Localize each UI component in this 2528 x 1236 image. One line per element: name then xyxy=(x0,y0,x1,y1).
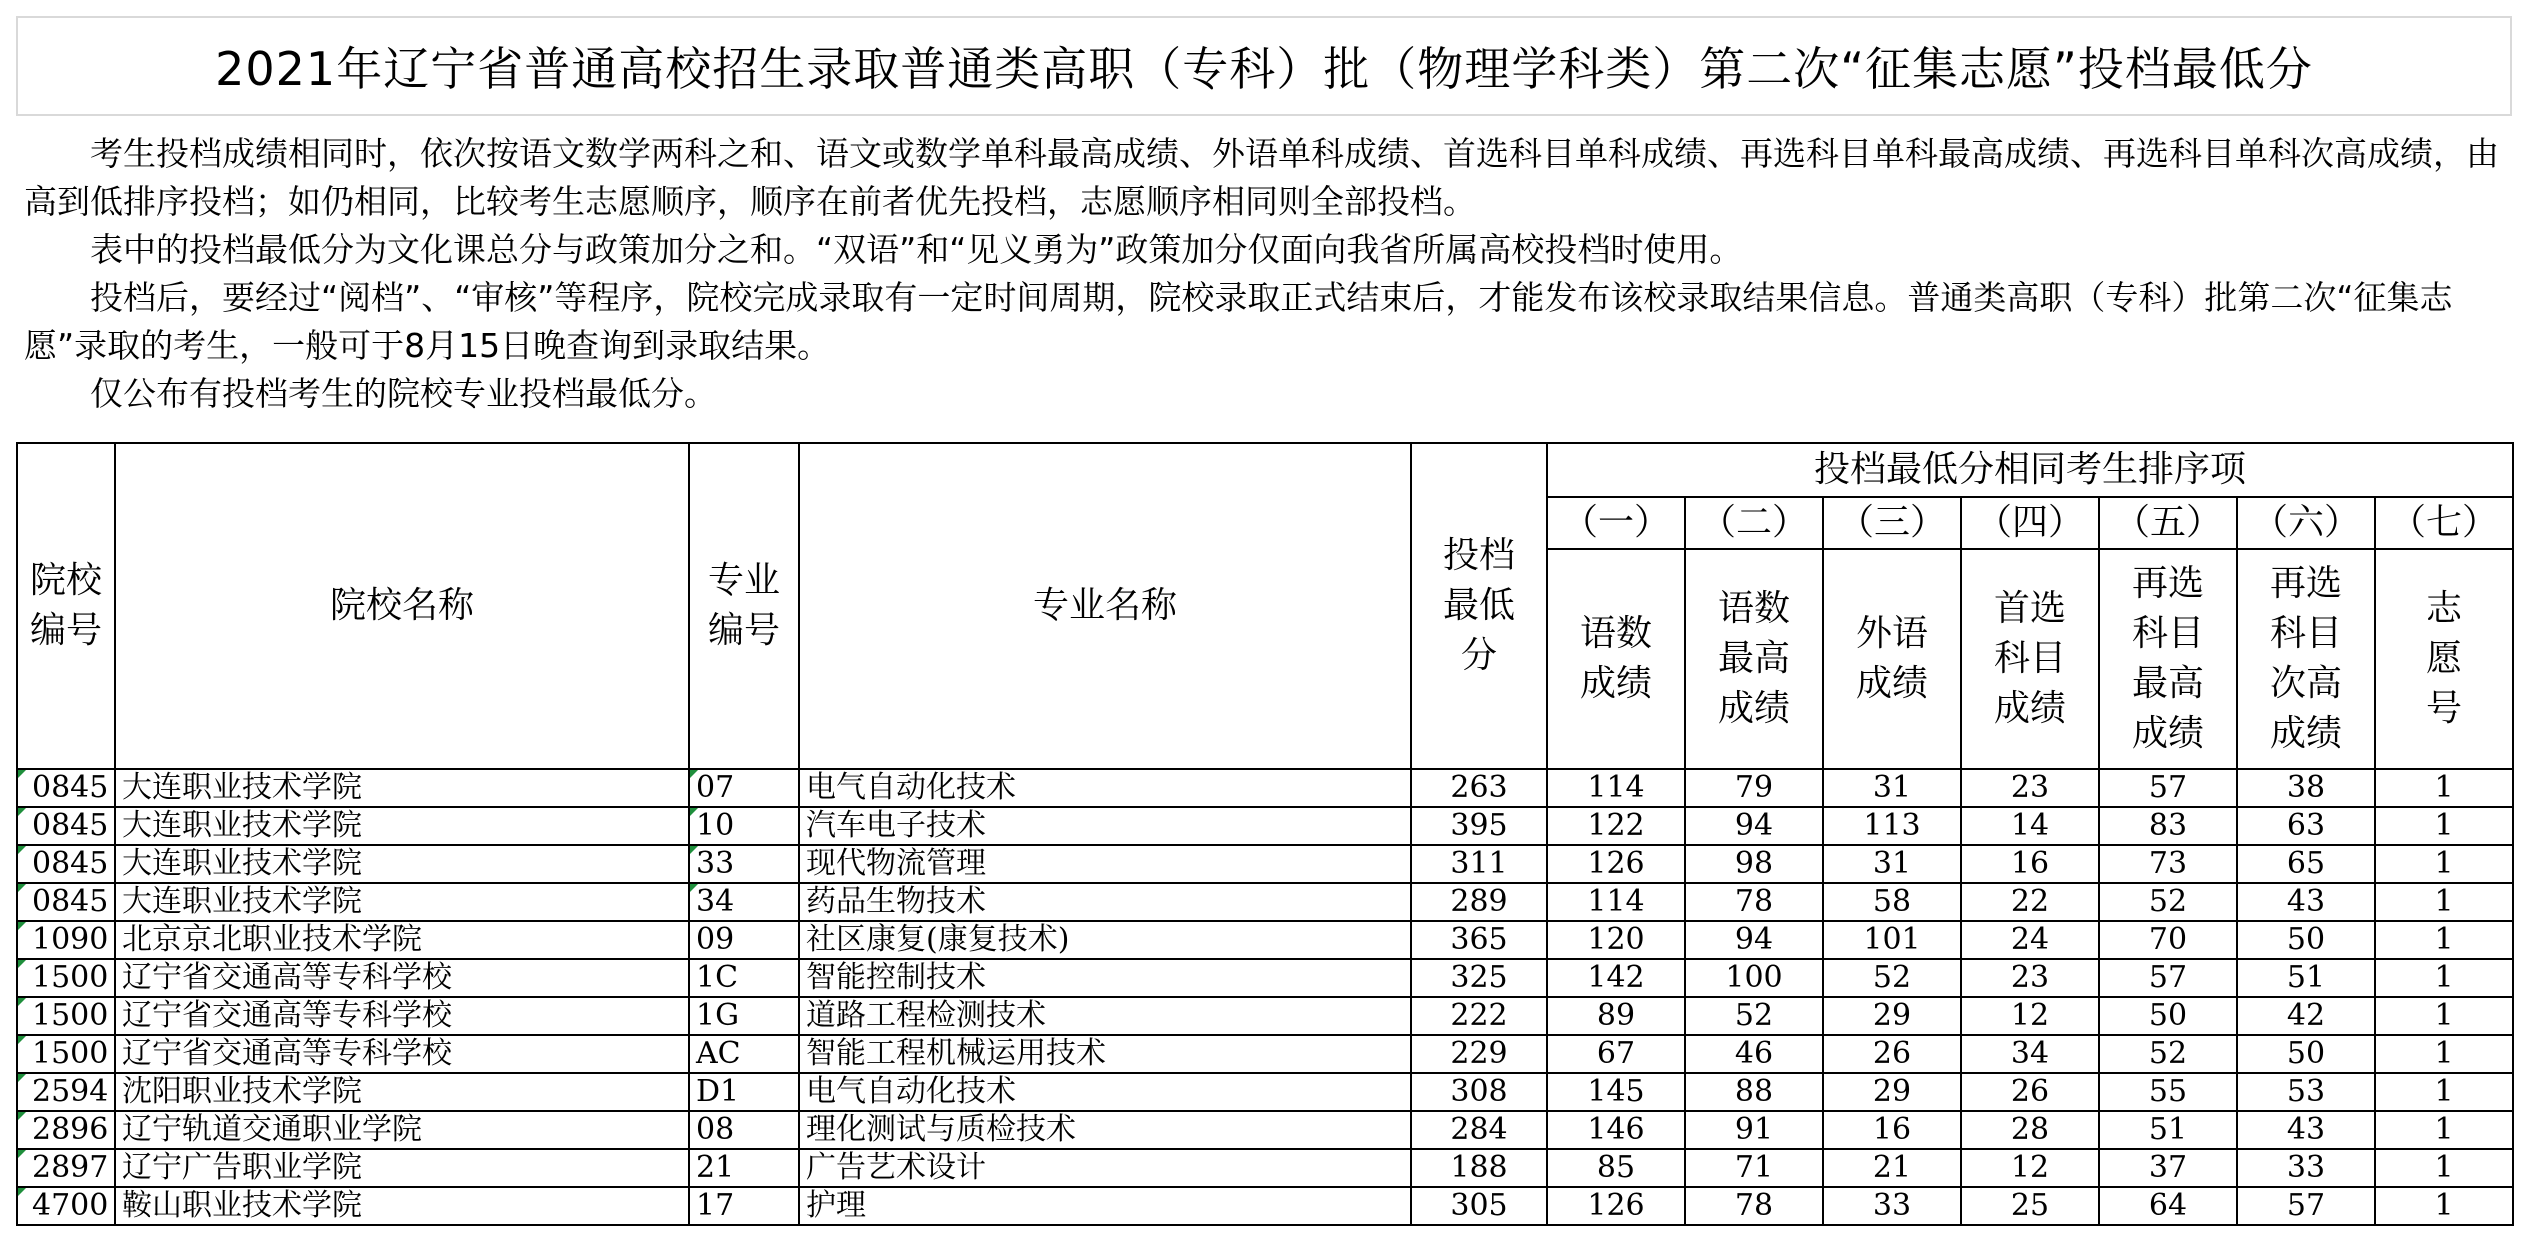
cell-major-code: 33 xyxy=(689,845,799,883)
cell-min-score: 188 xyxy=(1411,1149,1547,1187)
cell-sort-7: 1 xyxy=(2375,1187,2513,1225)
cell-sort-1: 89 xyxy=(1547,997,1685,1035)
cell-min-score: 289 xyxy=(1411,883,1547,921)
cell-sort-6: 43 xyxy=(2237,1111,2375,1149)
table-row xyxy=(17,1073,2513,1111)
cell-school-name: 大连职业技术学院 xyxy=(115,883,689,921)
cell-major-name: 药品生物技术 xyxy=(799,883,1411,921)
cell-school-code: 1500 xyxy=(17,1035,115,1073)
cell-major-code: D1 xyxy=(689,1073,799,1111)
cell-sort-3: 29 xyxy=(1823,1073,1961,1111)
cell-sort-5: 57 xyxy=(2099,959,2237,997)
cell-sort-6: 43 xyxy=(2237,883,2375,921)
cell-min-score: 229 xyxy=(1411,1035,1547,1073)
cell-school-name: 辽宁省交通高等专科学校 xyxy=(115,959,689,997)
cell-major-code: 10 xyxy=(689,807,799,845)
cell-sort-1: 122 xyxy=(1547,807,1685,845)
table-row xyxy=(17,1149,2513,1187)
cell-sort-4: 24 xyxy=(1961,921,2099,959)
note-paragraph: 投档后，要经过“阅档”、“审核”等程序，院校完成录取有一定时间周期，院校录取正式结束后，才能发布该校录取结果信息。普通类高职（专科）批第二次“征集志愿”录取的考生，一般可于8月15日晚查询到录取结果。 xyxy=(24,278,2453,365)
header-sort-num: （五） xyxy=(2099,497,2237,549)
header-sort-group: 投档最低分相同考生排序项 xyxy=(1547,443,2513,497)
cell-school-name: 北京京北职业技术学院 xyxy=(115,921,689,959)
header-major-code: 专业编号 xyxy=(689,443,799,769)
cell-sort-1: 114 xyxy=(1547,883,1685,921)
cell-sort-1: 142 xyxy=(1547,959,1685,997)
cell-school-name: 鞍山职业技术学院 xyxy=(115,1187,689,1225)
table-row xyxy=(17,769,2513,807)
header-sort-col: 再选科目次高成绩 xyxy=(2237,549,2375,769)
cell-sort-3: 58 xyxy=(1823,883,1961,921)
cell-school-name: 大连职业技术学院 xyxy=(115,845,689,883)
cell-sort-5: 73 xyxy=(2099,845,2237,883)
cell-major-code: 1G xyxy=(689,997,799,1035)
page-title-bar xyxy=(16,16,2512,116)
cell-school-code: 1090 xyxy=(17,921,115,959)
cell-major-name: 广告艺术设计 xyxy=(799,1149,1411,1187)
cell-sort-4: 12 xyxy=(1961,1149,2099,1187)
header-sort-num: （三） xyxy=(1823,497,1961,549)
cell-sort-1: 145 xyxy=(1547,1073,1685,1111)
score-table xyxy=(16,442,2514,1226)
cell-min-score: 325 xyxy=(1411,959,1547,997)
cell-min-score: 284 xyxy=(1411,1111,1547,1149)
header-min-score: 投档最低分 xyxy=(1411,443,1547,769)
cell-sort-4: 23 xyxy=(1961,959,2099,997)
cell-min-score: 308 xyxy=(1411,1073,1547,1111)
cell-school-name: 辽宁轨道交通职业学院 xyxy=(115,1111,689,1149)
cell-sort-7: 1 xyxy=(2375,959,2513,997)
cell-sort-7: 1 xyxy=(2375,1149,2513,1187)
cell-sort-3: 101 xyxy=(1823,921,1961,959)
cell-sort-4: 28 xyxy=(1961,1111,2099,1149)
header-sort-col: 志愿号 xyxy=(2375,549,2513,769)
cell-major-name: 理化测试与质检技术 xyxy=(799,1111,1411,1149)
cell-min-score: 395 xyxy=(1411,807,1547,845)
cell-sort-3: 31 xyxy=(1823,769,1961,807)
cell-sort-4: 25 xyxy=(1961,1187,2099,1225)
table-header xyxy=(17,443,2513,769)
cell-sort-1: 146 xyxy=(1547,1111,1685,1149)
cell-sort-7: 1 xyxy=(2375,845,2513,883)
cell-school-name: 辽宁省交通高等专科学校 xyxy=(115,1035,689,1073)
cell-sort-2: 78 xyxy=(1685,883,1823,921)
cell-sort-2: 88 xyxy=(1685,1073,1823,1111)
table-row xyxy=(17,1187,2513,1225)
cell-sort-5: 37 xyxy=(2099,1149,2237,1187)
note-paragraph: 仅公布有投档考生的院校专业投档最低分。 xyxy=(90,374,717,413)
cell-sort-6: 63 xyxy=(2237,807,2375,845)
cell-sort-4: 23 xyxy=(1961,769,2099,807)
cell-sort-7: 1 xyxy=(2375,997,2513,1035)
cell-sort-5: 50 xyxy=(2099,997,2237,1035)
cell-min-score: 263 xyxy=(1411,769,1547,807)
header-major-name: 专业名称 xyxy=(799,443,1411,769)
cell-major-name: 现代物流管理 xyxy=(799,845,1411,883)
cell-major-code: 09 xyxy=(689,921,799,959)
cell-sort-3: 26 xyxy=(1823,1035,1961,1073)
header-sort-col: 语数最高成绩 xyxy=(1685,549,1823,769)
cell-min-score: 222 xyxy=(1411,997,1547,1035)
cell-school-name: 沈阳职业技术学院 xyxy=(115,1073,689,1111)
cell-sort-1: 85 xyxy=(1547,1149,1685,1187)
cell-sort-6: 65 xyxy=(2237,845,2375,883)
header-sort-col: 语数成绩 xyxy=(1547,549,1685,769)
table-row xyxy=(17,921,2513,959)
cell-sort-6: 38 xyxy=(2237,769,2375,807)
cell-sort-7: 1 xyxy=(2375,921,2513,959)
cell-major-name: 护理 xyxy=(799,1187,1411,1225)
cell-sort-6: 51 xyxy=(2237,959,2375,997)
cell-sort-2: 94 xyxy=(1685,807,1823,845)
cell-school-code: 1500 xyxy=(17,997,115,1035)
cell-sort-2: 52 xyxy=(1685,997,1823,1035)
cell-school-code: 2896 xyxy=(17,1111,115,1149)
cell-school-code: 0845 xyxy=(17,769,115,807)
cell-major-code: 07 xyxy=(689,769,799,807)
header-school-name: 院校名称 xyxy=(115,443,689,769)
header-sort-num: （六） xyxy=(2237,497,2375,549)
cell-sort-6: 50 xyxy=(2237,1035,2375,1073)
cell-sort-3: 113 xyxy=(1823,807,1961,845)
cell-school-code: 0845 xyxy=(17,807,115,845)
cell-major-code: 1C xyxy=(689,959,799,997)
cell-sort-3: 52 xyxy=(1823,959,1961,997)
cell-sort-7: 1 xyxy=(2375,1111,2513,1149)
cell-major-code: 34 xyxy=(689,883,799,921)
table-row xyxy=(17,883,2513,921)
cell-major-name: 汽车电子技术 xyxy=(799,807,1411,845)
header-sort-col: 外语成绩 xyxy=(1823,549,1961,769)
cell-sort-3: 33 xyxy=(1823,1187,1961,1225)
header-sort-col: 再选科目最高成绩 xyxy=(2099,549,2237,769)
cell-sort-6: 53 xyxy=(2237,1073,2375,1111)
cell-school-code: 0845 xyxy=(17,845,115,883)
table-row xyxy=(17,807,2513,845)
cell-major-code: 08 xyxy=(689,1111,799,1149)
cell-sort-5: 70 xyxy=(2099,921,2237,959)
cell-school-name: 大连职业技术学院 xyxy=(115,807,689,845)
table-row xyxy=(17,1111,2513,1149)
cell-school-code: 2897 xyxy=(17,1149,115,1187)
cell-sort-7: 1 xyxy=(2375,769,2513,807)
header-sort-num: （二） xyxy=(1685,497,1823,549)
cell-sort-2: 79 xyxy=(1685,769,1823,807)
cell-min-score: 311 xyxy=(1411,845,1547,883)
cell-sort-1: 67 xyxy=(1547,1035,1685,1073)
note-paragraph: 考生投档成绩相同时，依次按语文数学两科之和、语文或数学单科最高成绩、外语单科成绩、首选科目单科成绩、再选科目单科最高成绩、再选科目单科次高成绩，由高到低排序投档；如仍相同，比较考生志愿顺序，顺序在前者优先投档，志愿顺序相同则全部投档。 xyxy=(24,134,2499,221)
cell-major-name: 智能工程机械运用技术 xyxy=(799,1035,1411,1073)
cell-school-name: 辽宁广告职业学院 xyxy=(115,1149,689,1187)
cell-sort-3: 16 xyxy=(1823,1111,1961,1149)
cell-sort-2: 94 xyxy=(1685,921,1823,959)
page-title: 2021年辽宁省普通高校招生录取普通类高职（专科）批（物理学科类）第二次“征集志愿”投档最低分 xyxy=(215,42,2313,96)
cell-sort-5: 64 xyxy=(2099,1187,2237,1225)
cell-sort-1: 126 xyxy=(1547,1187,1685,1225)
cell-sort-6: 42 xyxy=(2237,997,2375,1035)
cell-sort-2: 91 xyxy=(1685,1111,1823,1149)
cell-major-name: 电气自动化技术 xyxy=(799,1073,1411,1111)
cell-school-code: 2594 xyxy=(17,1073,115,1111)
notes-section xyxy=(24,130,2504,418)
cell-sort-5: 52 xyxy=(2099,1035,2237,1073)
cell-major-name: 电气自动化技术 xyxy=(799,769,1411,807)
header-sort-col: 首选科目成绩 xyxy=(1961,549,2099,769)
cell-sort-5: 83 xyxy=(2099,807,2237,845)
cell-sort-1: 126 xyxy=(1547,845,1685,883)
table-row xyxy=(17,1035,2513,1073)
table-row xyxy=(17,845,2513,883)
cell-sort-6: 57 xyxy=(2237,1187,2375,1225)
cell-major-code: 21 xyxy=(689,1149,799,1187)
cell-sort-7: 1 xyxy=(2375,1035,2513,1073)
header-school-code: 院校编号 xyxy=(17,443,115,769)
cell-school-name: 辽宁省交通高等专科学校 xyxy=(115,997,689,1035)
cell-sort-4: 34 xyxy=(1961,1035,2099,1073)
cell-sort-3: 31 xyxy=(1823,845,1961,883)
cell-major-name: 社区康复(康复技术) xyxy=(799,921,1411,959)
table-row xyxy=(17,959,2513,997)
header-sort-num: （七） xyxy=(2375,497,2513,549)
cell-sort-4: 12 xyxy=(1961,997,2099,1035)
header-sort-num: （一） xyxy=(1547,497,1685,549)
cell-sort-3: 29 xyxy=(1823,997,1961,1035)
cell-sort-7: 1 xyxy=(2375,807,2513,845)
cell-sort-4: 26 xyxy=(1961,1073,2099,1111)
cell-school-code: 1500 xyxy=(17,959,115,997)
cell-sort-5: 52 xyxy=(2099,883,2237,921)
cell-major-code: 17 xyxy=(689,1187,799,1225)
cell-sort-5: 55 xyxy=(2099,1073,2237,1111)
cell-major-name: 道路工程检测技术 xyxy=(799,997,1411,1035)
cell-school-name: 大连职业技术学院 xyxy=(115,769,689,807)
cell-sort-4: 14 xyxy=(1961,807,2099,845)
cell-sort-6: 50 xyxy=(2237,921,2375,959)
cell-sort-2: 98 xyxy=(1685,845,1823,883)
cell-major-code: AC xyxy=(689,1035,799,1073)
cell-sort-2: 71 xyxy=(1685,1149,1823,1187)
cell-sort-2: 100 xyxy=(1685,959,1823,997)
cell-sort-7: 1 xyxy=(2375,883,2513,921)
cell-school-code: 4700 xyxy=(17,1187,115,1225)
table-row xyxy=(17,997,2513,1035)
cell-school-code: 0845 xyxy=(17,883,115,921)
cell-min-score: 305 xyxy=(1411,1187,1547,1225)
cell-sort-4: 22 xyxy=(1961,883,2099,921)
cell-sort-2: 46 xyxy=(1685,1035,1823,1073)
table-body xyxy=(17,769,2513,1225)
cell-sort-7: 1 xyxy=(2375,1073,2513,1111)
header-sort-num: （四） xyxy=(1961,497,2099,549)
cell-sort-5: 57 xyxy=(2099,769,2237,807)
cell-sort-3: 21 xyxy=(1823,1149,1961,1187)
note-paragraph: 表中的投档最低分为文化课总分与政策加分之和。“双语”和“见义勇为”政策加分仅面向我省所属高校投档时使用。 xyxy=(90,230,1743,269)
cell-major-name: 智能控制技术 xyxy=(799,959,1411,997)
cell-sort-6: 33 xyxy=(2237,1149,2375,1187)
cell-sort-5: 51 xyxy=(2099,1111,2237,1149)
cell-sort-1: 120 xyxy=(1547,921,1685,959)
cell-sort-1: 114 xyxy=(1547,769,1685,807)
cell-min-score: 365 xyxy=(1411,921,1547,959)
cell-sort-4: 16 xyxy=(1961,845,2099,883)
cell-sort-2: 78 xyxy=(1685,1187,1823,1225)
